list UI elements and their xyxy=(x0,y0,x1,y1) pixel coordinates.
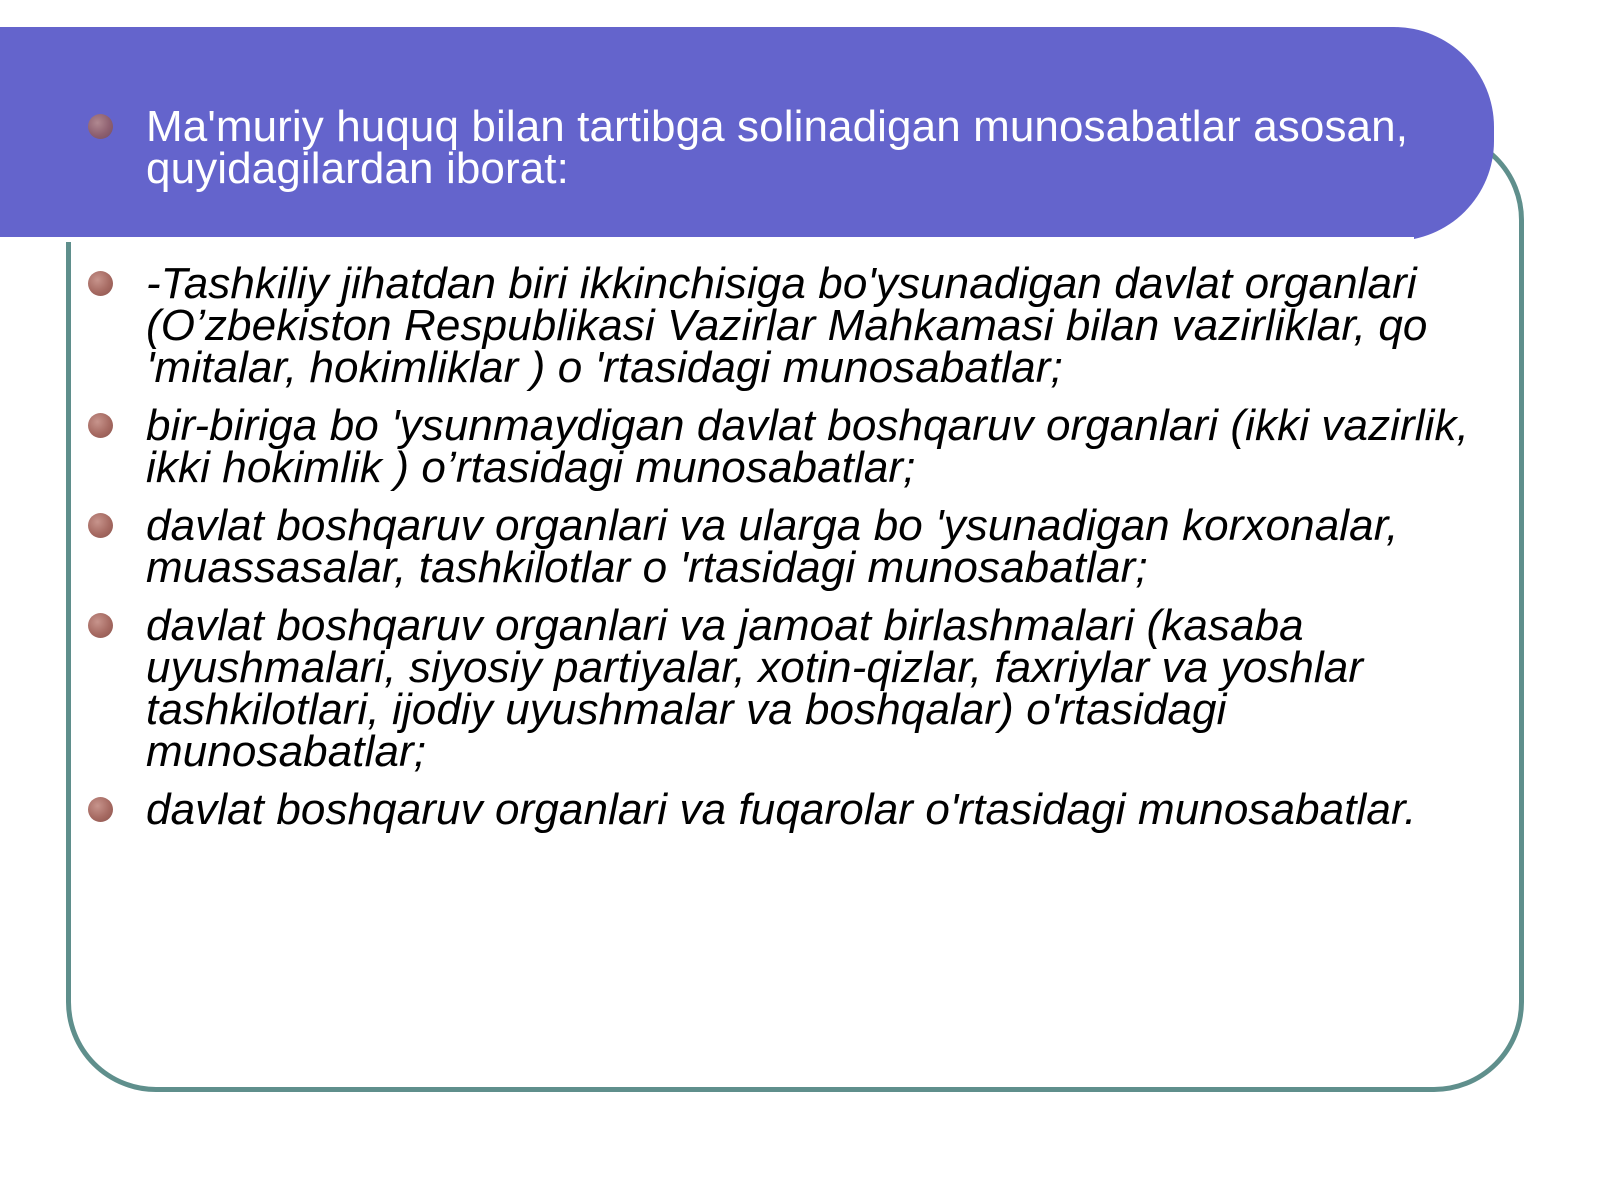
list-item xyxy=(88,259,1508,392)
list-item xyxy=(88,501,1508,592)
list-item-text: davlat boshqaruv organlari va jamoat birlashmalari (kasaba uyushmalari, siyosiy partiyalar, xotin-qizlar, faxriylar va yoshlar tashkilotlari, ijodiy uyushmalar va boshqalar) o'rtasidagi munosabatlar; xyxy=(146,601,1364,776)
bullet-list xyxy=(88,259,1508,847)
bullet-icon xyxy=(88,797,113,822)
list-item xyxy=(88,601,1508,776)
list-item-text: bir-biriga bo 'ysunmaydigan davlat boshqaruv organlari (ikki vazirlik, ikki hokimlik ) o’rtasidagi munosabatlar; xyxy=(146,401,1469,492)
bullet-icon xyxy=(88,413,113,438)
bullet-icon xyxy=(88,114,113,139)
title-row xyxy=(88,102,1458,193)
list-item-text: davlat boshqaruv organlari va ularga bo 'ysunadigan korxonalar, muassasalar, tashkilotlar o 'rtasidagi munosabatlar; xyxy=(146,501,1399,592)
bullet-icon xyxy=(88,613,113,638)
title-divider xyxy=(0,237,1414,242)
list-item-text: davlat boshqaruv organlari va fuqarolar o'rtasidagi munosabatlar. xyxy=(146,785,1417,834)
bullet-icon xyxy=(88,513,113,538)
list-item xyxy=(88,401,1508,492)
bullet-icon xyxy=(88,271,113,296)
list-item xyxy=(88,785,1508,834)
slide-title: Ma'muriy huquq bilan tartibga solinadigan munosabatlar asosan, quyidagilardan iborat: xyxy=(146,102,1409,193)
list-item-text: -Tashkiliy jihatdan biri ikkinchisiga bo'ysunadigan davlat organlari (O’zbekiston Respublikasi Vazirlar Mahkamasi bilan vazirliklar, qo 'mitalar, hokimliklar ) o 'rtasidagi munosabatlar; xyxy=(146,259,1428,392)
